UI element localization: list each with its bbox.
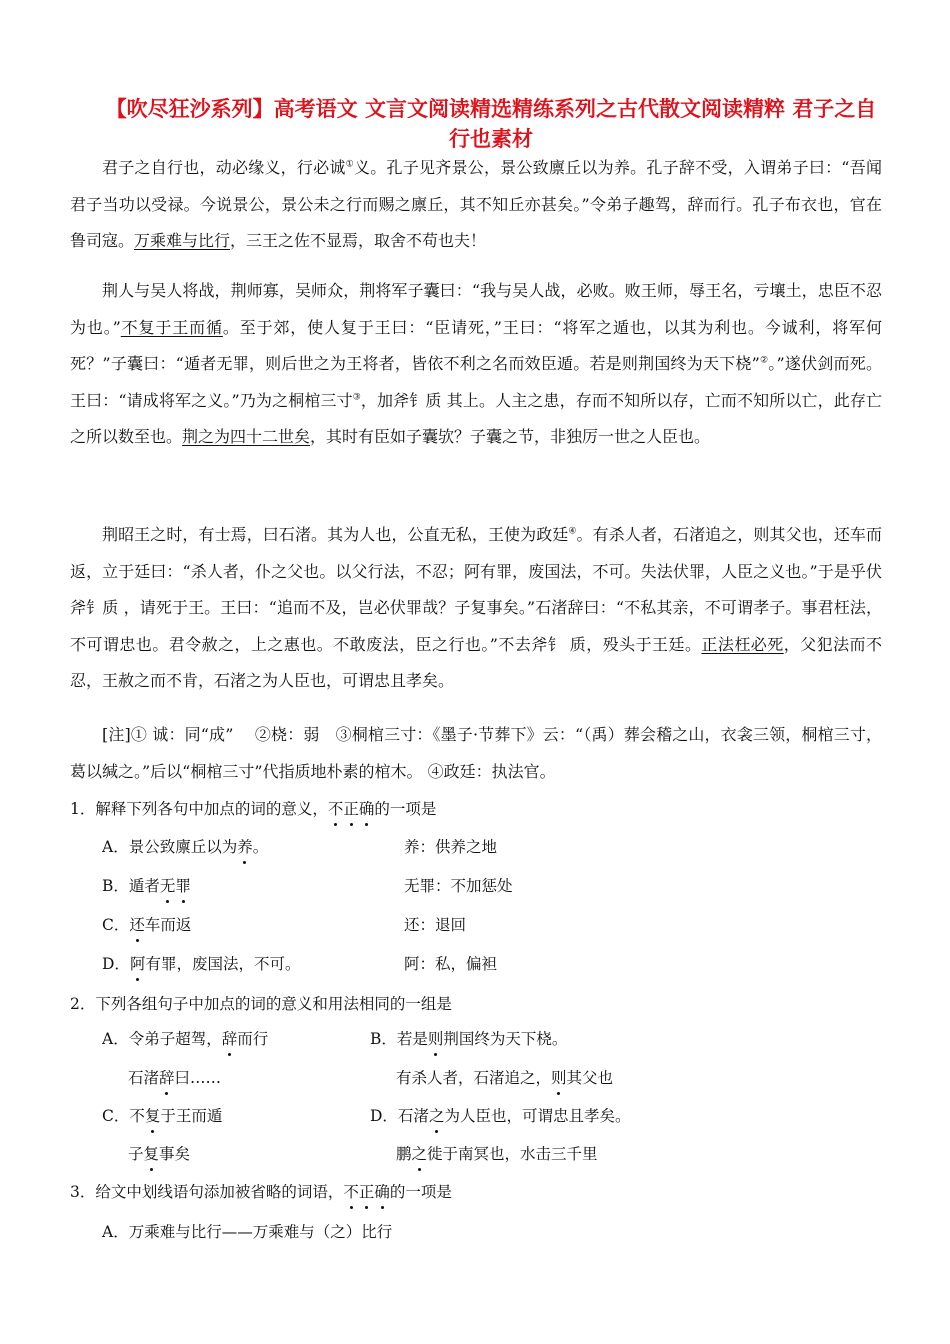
text-run: 君子之自行也，动必缘义，行必诚 [102, 158, 346, 177]
text-run: ，其时有臣如子囊欤？子囊之节，非独厉一世之人臣也。 [310, 427, 711, 446]
text-run: D．石渚 [370, 1107, 429, 1125]
footnote-mark-3: ③ [352, 392, 361, 403]
q3-option-a: A．万乘难与比行——万乘难与（之）比行 [102, 1223, 393, 1241]
q1-option-c-definition: 还：退回 [404, 916, 467, 934]
text-run: 车而返 [144, 916, 192, 934]
underlined-sentence-3: 荆之为四十二世矣 [182, 427, 311, 446]
dotted-char: 正 [358, 1183, 375, 1201]
text-run: ，加斧钅质 其上。人主之患，存而不知所以存，亡而不知所以亡，此存亡之所以数至也。 [70, 390, 882, 446]
footnote-mark-2: ② [759, 355, 769, 366]
dotted-char: 辞 [221, 1030, 238, 1048]
q1-option-a-definition: 养：供养之地 [404, 838, 498, 856]
underlined-sentence-4: 正法枉必死 [701, 634, 784, 654]
text-run: ，三王之佐不显焉，取舍不苟也夫！ [230, 231, 487, 250]
q2-option-d-line-1 [370, 1105, 630, 1127]
text-run: 荆国终为天下桡。 [443, 1030, 568, 1048]
text-run: B．若是 [370, 1030, 428, 1048]
text-run: A．景公致廪丘以为 [102, 838, 238, 856]
question-1-stem [70, 798, 882, 820]
text-run: 曰…… [174, 1069, 222, 1087]
dotted-char: 确 [358, 800, 375, 818]
text-run: D． [102, 955, 130, 973]
text-run: 1．解释下列各句中加点的词的意义， [70, 800, 328, 818]
question-3-stem [70, 1181, 882, 1203]
q2-option-c-line-2 [128, 1143, 190, 1165]
text-run: 。”遂伏剑而死。王曰：“请成将军之义。”乃为之桐棺三寸 [70, 354, 882, 410]
text-run: 荆昭王之时，有士焉，曰石渚。其为人也，公直无私，王使为政廷 [102, 525, 569, 544]
dotted-char: 则 [551, 1069, 567, 1087]
question-2-stem: 2．下列各组句子中加点的词的意义和用法相同的一组是 [70, 995, 452, 1013]
dotted-char: 复 [143, 1145, 160, 1163]
dotted-char: 复 [144, 1107, 161, 1125]
text-run: ，父犯法而不忍，王赦之而不肯，石渚之为人臣也，可谓忠且孝矣。 [70, 634, 882, 690]
dotted-char: 还 [129, 916, 145, 934]
document-title: 【吹尽狂沙系列】高考语文 文言文阅读精选精练系列之古代散文阅读精粹 君子之自行也素材 [105, 97, 877, 151]
passage-paragraph-1 [70, 150, 882, 260]
text-run: 。有杀人者，石渚追之，则其父也，还车而返，立于廷曰：“杀人者，仆之父也。以父行法，不忍；阿有罪，废国法，不可。失法伏罪，人臣之义也。”于是乎伏斧钅质 ，请死于王。王曰：“追而不及，岂必伏罪哉？子复事矣。”石渚辞曰：“不私其亲，不可谓孝子。事君枉法，不可谓忠也。君令赦之，上之惠也。不敢废法，臣之行也。”不去斧钅 质，殁头于王廷。 [70, 525, 882, 654]
dotted-char: 无 [159, 877, 176, 895]
dotted-char: 罪 [175, 877, 191, 895]
q2-option-a-line-1 [102, 1028, 268, 1050]
text-run: C．不 [102, 1107, 145, 1125]
q2-option-d-line-2 [396, 1143, 598, 1165]
text-run: 荆人与吴人将战，荆师寡，吴师众，荆将军子囊曰：“我与吴人战，必败。败王师，辱王名，亏壤土，忠臣不忍为也。” [70, 281, 882, 337]
text-run: 子 [128, 1145, 144, 1163]
q1-option-d-definition: 阿：私，偏袒 [404, 955, 498, 973]
dotted-char: 之 [411, 1145, 428, 1163]
q2-option-b-line-1 [370, 1028, 567, 1050]
footnote-mark-1: ① [345, 159, 354, 170]
text-run: 徙于南冥也，水击三千里 [427, 1145, 598, 1163]
dotted-char: 不 [343, 1183, 359, 1201]
text-run: 有罪，废国法，不可。 [145, 955, 301, 973]
annotation-notes: [注]① 诚：同“成” ②桡：弱 ③桐棺三寸：《墨子·节葬下》云：“（禹）葬会稽之山，衣衾三领，桐棺三寸，葛以缄之。”后以“桐棺三寸”代指质地朴素的棺木。 ④政廷：执法官。 [70, 725, 882, 781]
passage-paragraph-3 [70, 517, 882, 700]
dotted-char: 不 [327, 800, 344, 818]
q1-option-b-definition: 无罪：不加惩处 [404, 877, 513, 895]
text-run: C． [102, 916, 130, 934]
footnote-mark-4: ④ [568, 526, 577, 537]
dotted-char: 则 [427, 1030, 444, 1048]
dotted-char: 正 [343, 800, 359, 818]
text-run: 为人臣也，可谓忠且孝矣。 [444, 1107, 631, 1125]
underlined-sentence-2: 不复于王而循 [120, 317, 223, 337]
dotted-char: 辞 [159, 1069, 175, 1087]
q1-option-c [102, 914, 191, 936]
q1-option-a [102, 836, 268, 858]
text-run: 的一项是 [389, 1183, 452, 1201]
dotted-char: 养 [237, 838, 253, 856]
text-run: 3．给文中划线语句添加被省略的词语， [70, 1183, 344, 1201]
underlined-sentence-1: 万乘难与比行 [134, 231, 231, 250]
dotted-char: 阿 [129, 955, 146, 973]
q1-option-d [102, 953, 300, 975]
text-run: 有杀人者，石渚追之， [396, 1069, 552, 1087]
text-run: 。至于郊，使人复于王曰：“臣请死，”王曰：“将军之遁也，以其为利也。今诚利，将军何死？”子囊曰：“遁者无罪，则后世之为王将者，皆依不利之名而效臣遁。若是则荆国终为天下桡” [70, 317, 882, 373]
text-run: 。 [252, 838, 269, 856]
text-run: 而行 [237, 1030, 269, 1048]
text-run: A．令弟子超驾， [102, 1030, 222, 1048]
q2-option-a-line-2 [128, 1067, 221, 1089]
q2-option-c-line-1 [102, 1105, 222, 1127]
text-run: 义。孔子见齐景公，景公致廪丘以为养。孔子辞不受，入谓弟子曰：“吾闻君子当功以受禄。今说景公，景公未之行而赐之廪丘，其不知丘亦甚矣。”令弟子趣驾，辞而行。孔子布衣也，官在鲁司寇。 [70, 158, 882, 250]
text-run: B．遁者 [102, 877, 160, 895]
q2-option-b-line-2 [396, 1067, 613, 1089]
dotted-char: 之 [428, 1107, 445, 1125]
dotted-char: 确 [374, 1183, 390, 1201]
passage-paragraph-2 [70, 273, 882, 456]
text-run: 的一项是 [374, 800, 437, 818]
text-run: 事矣 [159, 1145, 191, 1163]
text-run: 鹏 [396, 1145, 412, 1163]
text-run: 石渚 [128, 1069, 160, 1087]
q1-option-b [102, 875, 191, 897]
text-run: 其父也 [566, 1069, 614, 1087]
text-run: 于王而遁 [160, 1107, 223, 1125]
